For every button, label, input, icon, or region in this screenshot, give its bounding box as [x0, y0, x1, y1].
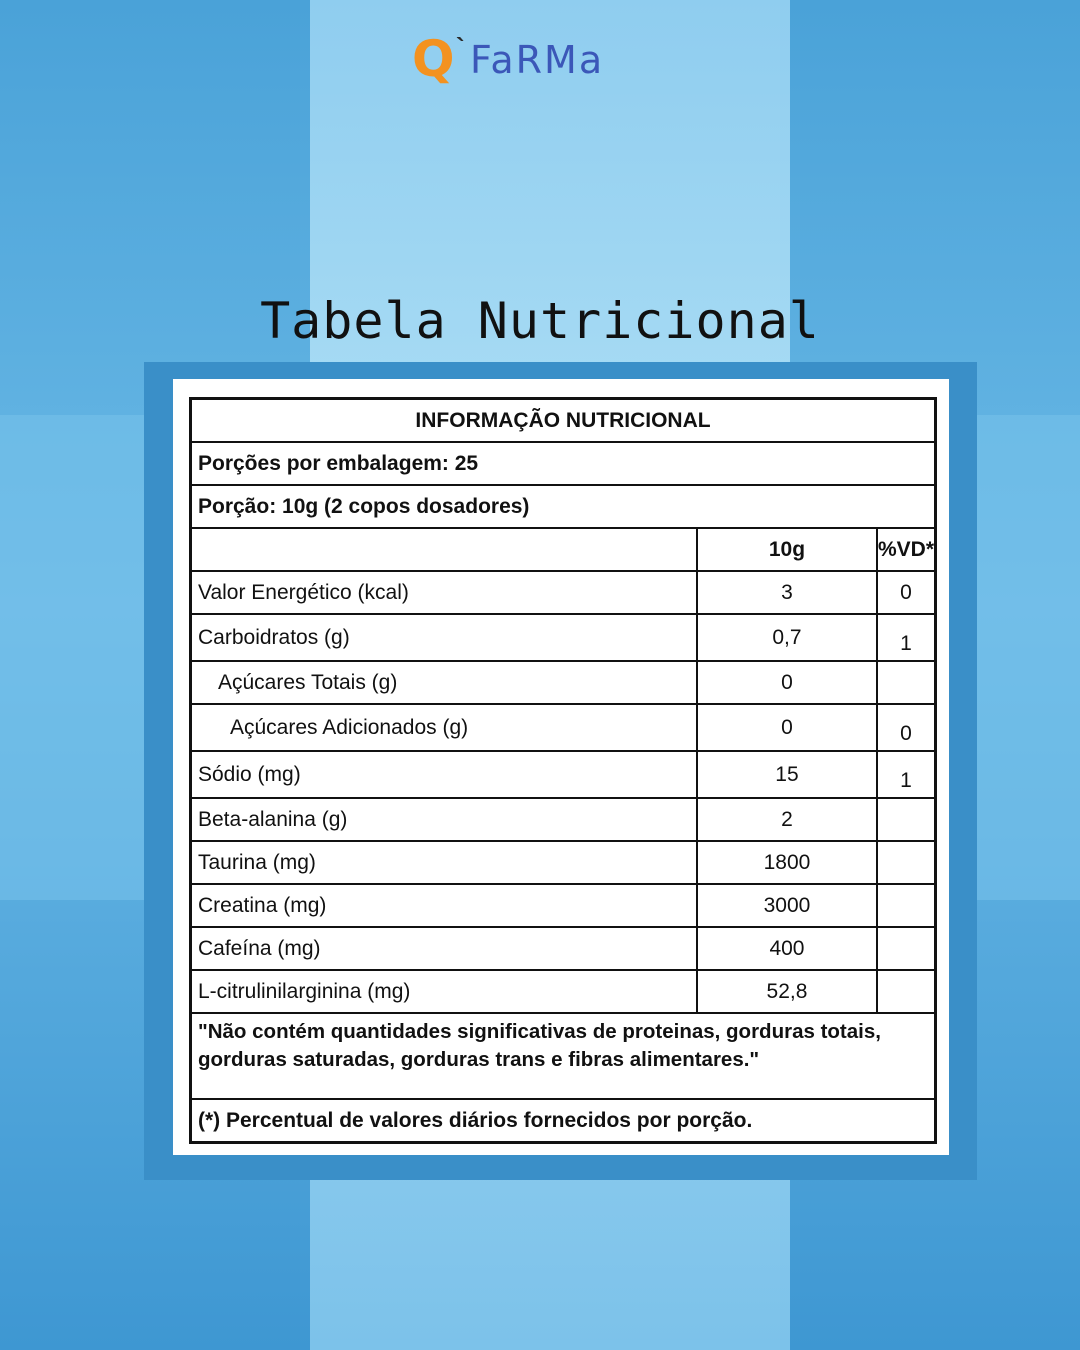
servings-row — [191, 442, 936, 485]
row-dv — [877, 841, 936, 884]
row-amount: 400 — [697, 927, 877, 970]
table-row — [191, 751, 936, 798]
header-row — [191, 528, 936, 571]
serving-size-row — [191, 485, 936, 528]
table-title: INFORMAÇÃO NUTRICIONAL — [191, 399, 936, 443]
header-amount: 10g — [697, 528, 877, 571]
table-row — [191, 661, 936, 704]
row-name: Taurina (mg) — [191, 841, 697, 884]
row-amount: 0 — [697, 661, 877, 704]
logo-tick: ` — [456, 32, 465, 62]
row-dv — [877, 970, 936, 1013]
row-name: Açúcares Adicionados (g) — [191, 704, 697, 751]
serving-size: Porção: 10g (2 copos dosadores) — [191, 485, 936, 528]
row-amount: 0 — [697, 704, 877, 751]
row-dv: 0 — [877, 571, 936, 614]
row-name: Valor Energético (kcal) — [191, 571, 697, 614]
row-dv: 0 — [877, 704, 936, 751]
row-amount: 52,8 — [697, 970, 877, 1013]
table-title-row — [191, 399, 936, 443]
nutrition-table — [189, 397, 937, 1144]
header-blank — [191, 528, 697, 571]
row-amount: 0,7 — [697, 614, 877, 661]
table-row — [191, 704, 936, 751]
row-amount: 1800 — [697, 841, 877, 884]
row-dv — [877, 661, 936, 704]
row-amount: 2 — [697, 798, 877, 841]
servings-per-package: Porções por embalagem: 25 — [191, 442, 936, 485]
row-name: L-citrulinilarginina (mg) — [191, 970, 697, 1013]
table-row — [191, 841, 936, 884]
row-name: Cafeína (mg) — [191, 927, 697, 970]
row-name: Açúcares Totais (g) — [191, 661, 697, 704]
row-name: Sódio (mg) — [191, 751, 697, 798]
nutrition-note: "Não contém quantidades significativas de proteinas, gorduras totais, gorduras saturadas, gorduras trans e fibras alimentares." — [191, 1013, 936, 1099]
table-row — [191, 927, 936, 970]
brand-logo — [412, 30, 652, 90]
header-dv: %VD* — [877, 528, 936, 571]
row-dv: 1 — [877, 751, 936, 798]
table-row — [191, 884, 936, 927]
table-row — [191, 798, 936, 841]
row-dv — [877, 798, 936, 841]
table-row — [191, 614, 936, 661]
row-dv: 1 — [877, 614, 936, 661]
footnote-row — [191, 1099, 936, 1143]
table-row — [191, 970, 936, 1013]
row-name: Carboidratos (g) — [191, 614, 697, 661]
dv-footnote: (*) Percentual de valores diários fornecidos por porção. — [191, 1099, 936, 1143]
row-amount: 3000 — [697, 884, 877, 927]
row-name: Creatina (mg) — [191, 884, 697, 927]
logo-wordmark: FaRMa — [470, 38, 605, 82]
row-amount: 15 — [697, 751, 877, 798]
row-name: Beta-alanina (g) — [191, 798, 697, 841]
note-row — [191, 1013, 936, 1099]
row-dv — [877, 927, 936, 970]
logo-q-mark: Q — [412, 30, 455, 88]
row-amount: 3 — [697, 571, 877, 614]
page-heading: Tabela Nutricional — [260, 292, 820, 350]
row-dv — [877, 884, 936, 927]
table-row — [191, 571, 936, 614]
